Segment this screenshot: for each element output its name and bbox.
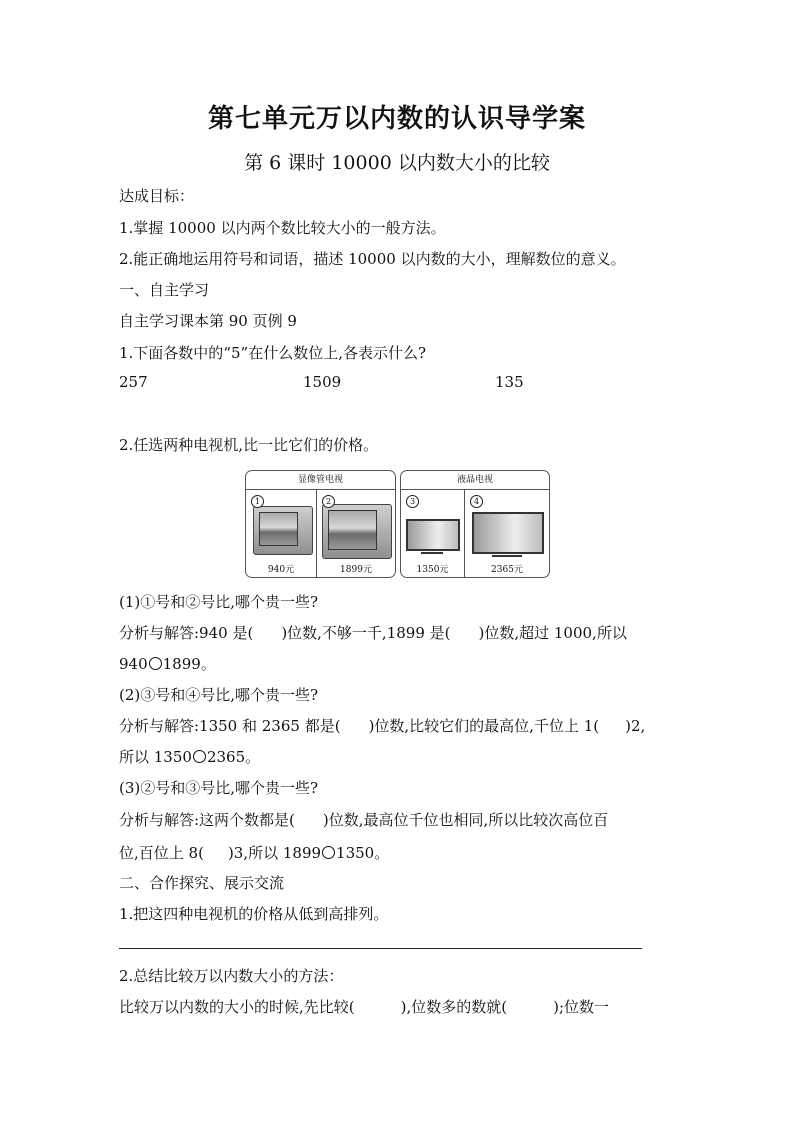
lcd-tv-icon: [406, 519, 460, 551]
part-3-answer-line-1: 分析与解答:这两个数都是( )位数,最高位千位也相同,所以比较次高位百: [119, 811, 609, 829]
part-3-question: (3)②号和③号比,哪个贵一些?: [119, 779, 319, 797]
method-summary-line: 比较万以内数的大小的时候,先比较( ),位数多的数就( );位数一: [119, 998, 610, 1016]
part-1-answer-line-2: 940 1899。: [119, 655, 216, 673]
tv-badge-1: 1: [251, 495, 264, 508]
goals-heading: 达成目标：: [119, 187, 195, 205]
part-2-answer-line-1: 分析与解答:1350 和 2365 都是( )位数,比较它们的最高位,千位上 1( )2,: [119, 717, 646, 735]
q1-number-3: 135: [495, 373, 524, 391]
part-1-answer-line-1: 分析与解答:940 是( )位数,不够一千,1899 是( )位数,超过 1000,所以: [119, 624, 627, 642]
lcd-tv-heading: 液晶电视: [401, 471, 549, 490]
question-1: 1.下面各数中的“5”在什么数位上,各表示什么?: [119, 344, 427, 362]
cooperative-question-1: 1.把这四种电视机的价格从低到高排列。: [119, 905, 389, 923]
goal-2: 2.能正确地运用符号和词语，描述 10000 以内数的大小，理解数位的意义。: [119, 250, 626, 268]
tv-price-2: 1899元: [340, 565, 372, 575]
compare-circle: [149, 657, 162, 670]
part-2-question: (2)③号和④号比,哪个贵一些?: [119, 686, 319, 704]
lcd-tv-panel: [400, 470, 550, 578]
cooperative-question-2: 2.总结比较万以内数大小的方法：: [119, 967, 344, 985]
tv-price-1: 940元: [267, 565, 295, 575]
q1-number-1: 257: [119, 373, 148, 391]
tv-price-4: 2365元: [491, 565, 523, 575]
part-2-answer-line-2: 所以 1350 2365。: [119, 748, 261, 766]
q1-number-2: 1509: [303, 373, 342, 391]
tv-badge-4: 4: [470, 495, 483, 508]
compare-circle: [193, 750, 206, 763]
crt-tv-heading: 显像管电视: [246, 471, 395, 490]
tv-item-1: [246, 490, 317, 577]
goal-1: 1.掌握 10000 以内两个数比较大小的一般方法。: [119, 219, 446, 237]
part-1-question: (1)①号和②号比,哪个贵一些?: [119, 593, 319, 611]
tv-price-3: 1350元: [416, 565, 449, 575]
tv-badge-3: 3: [406, 495, 419, 508]
lcd-tv-icon: [472, 512, 544, 554]
tv-item-4: [465, 490, 549, 577]
tv-badge-2: 2: [322, 495, 335, 508]
crt-tv-panel: [245, 470, 396, 578]
page-title: 第七单元万以内数的认识导学案: [207, 104, 586, 134]
answer-line: [119, 948, 642, 949]
tv-price-figure: [245, 470, 550, 578]
crt-tv-icon: [253, 506, 313, 555]
lesson-subtitle: 第 6 课时 10000 以内数大小的比较: [244, 152, 550, 174]
part-3-answer-line-2: 位,百位上 8( )3,所以 1899 1350。: [119, 844, 390, 862]
section-cooperative: 二、合作探究、展示交流: [119, 874, 285, 892]
crt-tv-icon: [322, 504, 392, 559]
tv-item-3: [401, 490, 465, 577]
section-self-study: 一、自主学习: [119, 281, 210, 299]
study-reference: 自主学习课本第 90 页例 9: [119, 312, 297, 330]
question-2: 2.任选两种电视机,比一比它们的价格。: [119, 436, 379, 454]
compare-circle: [322, 846, 335, 859]
tv-item-2: [317, 490, 395, 577]
